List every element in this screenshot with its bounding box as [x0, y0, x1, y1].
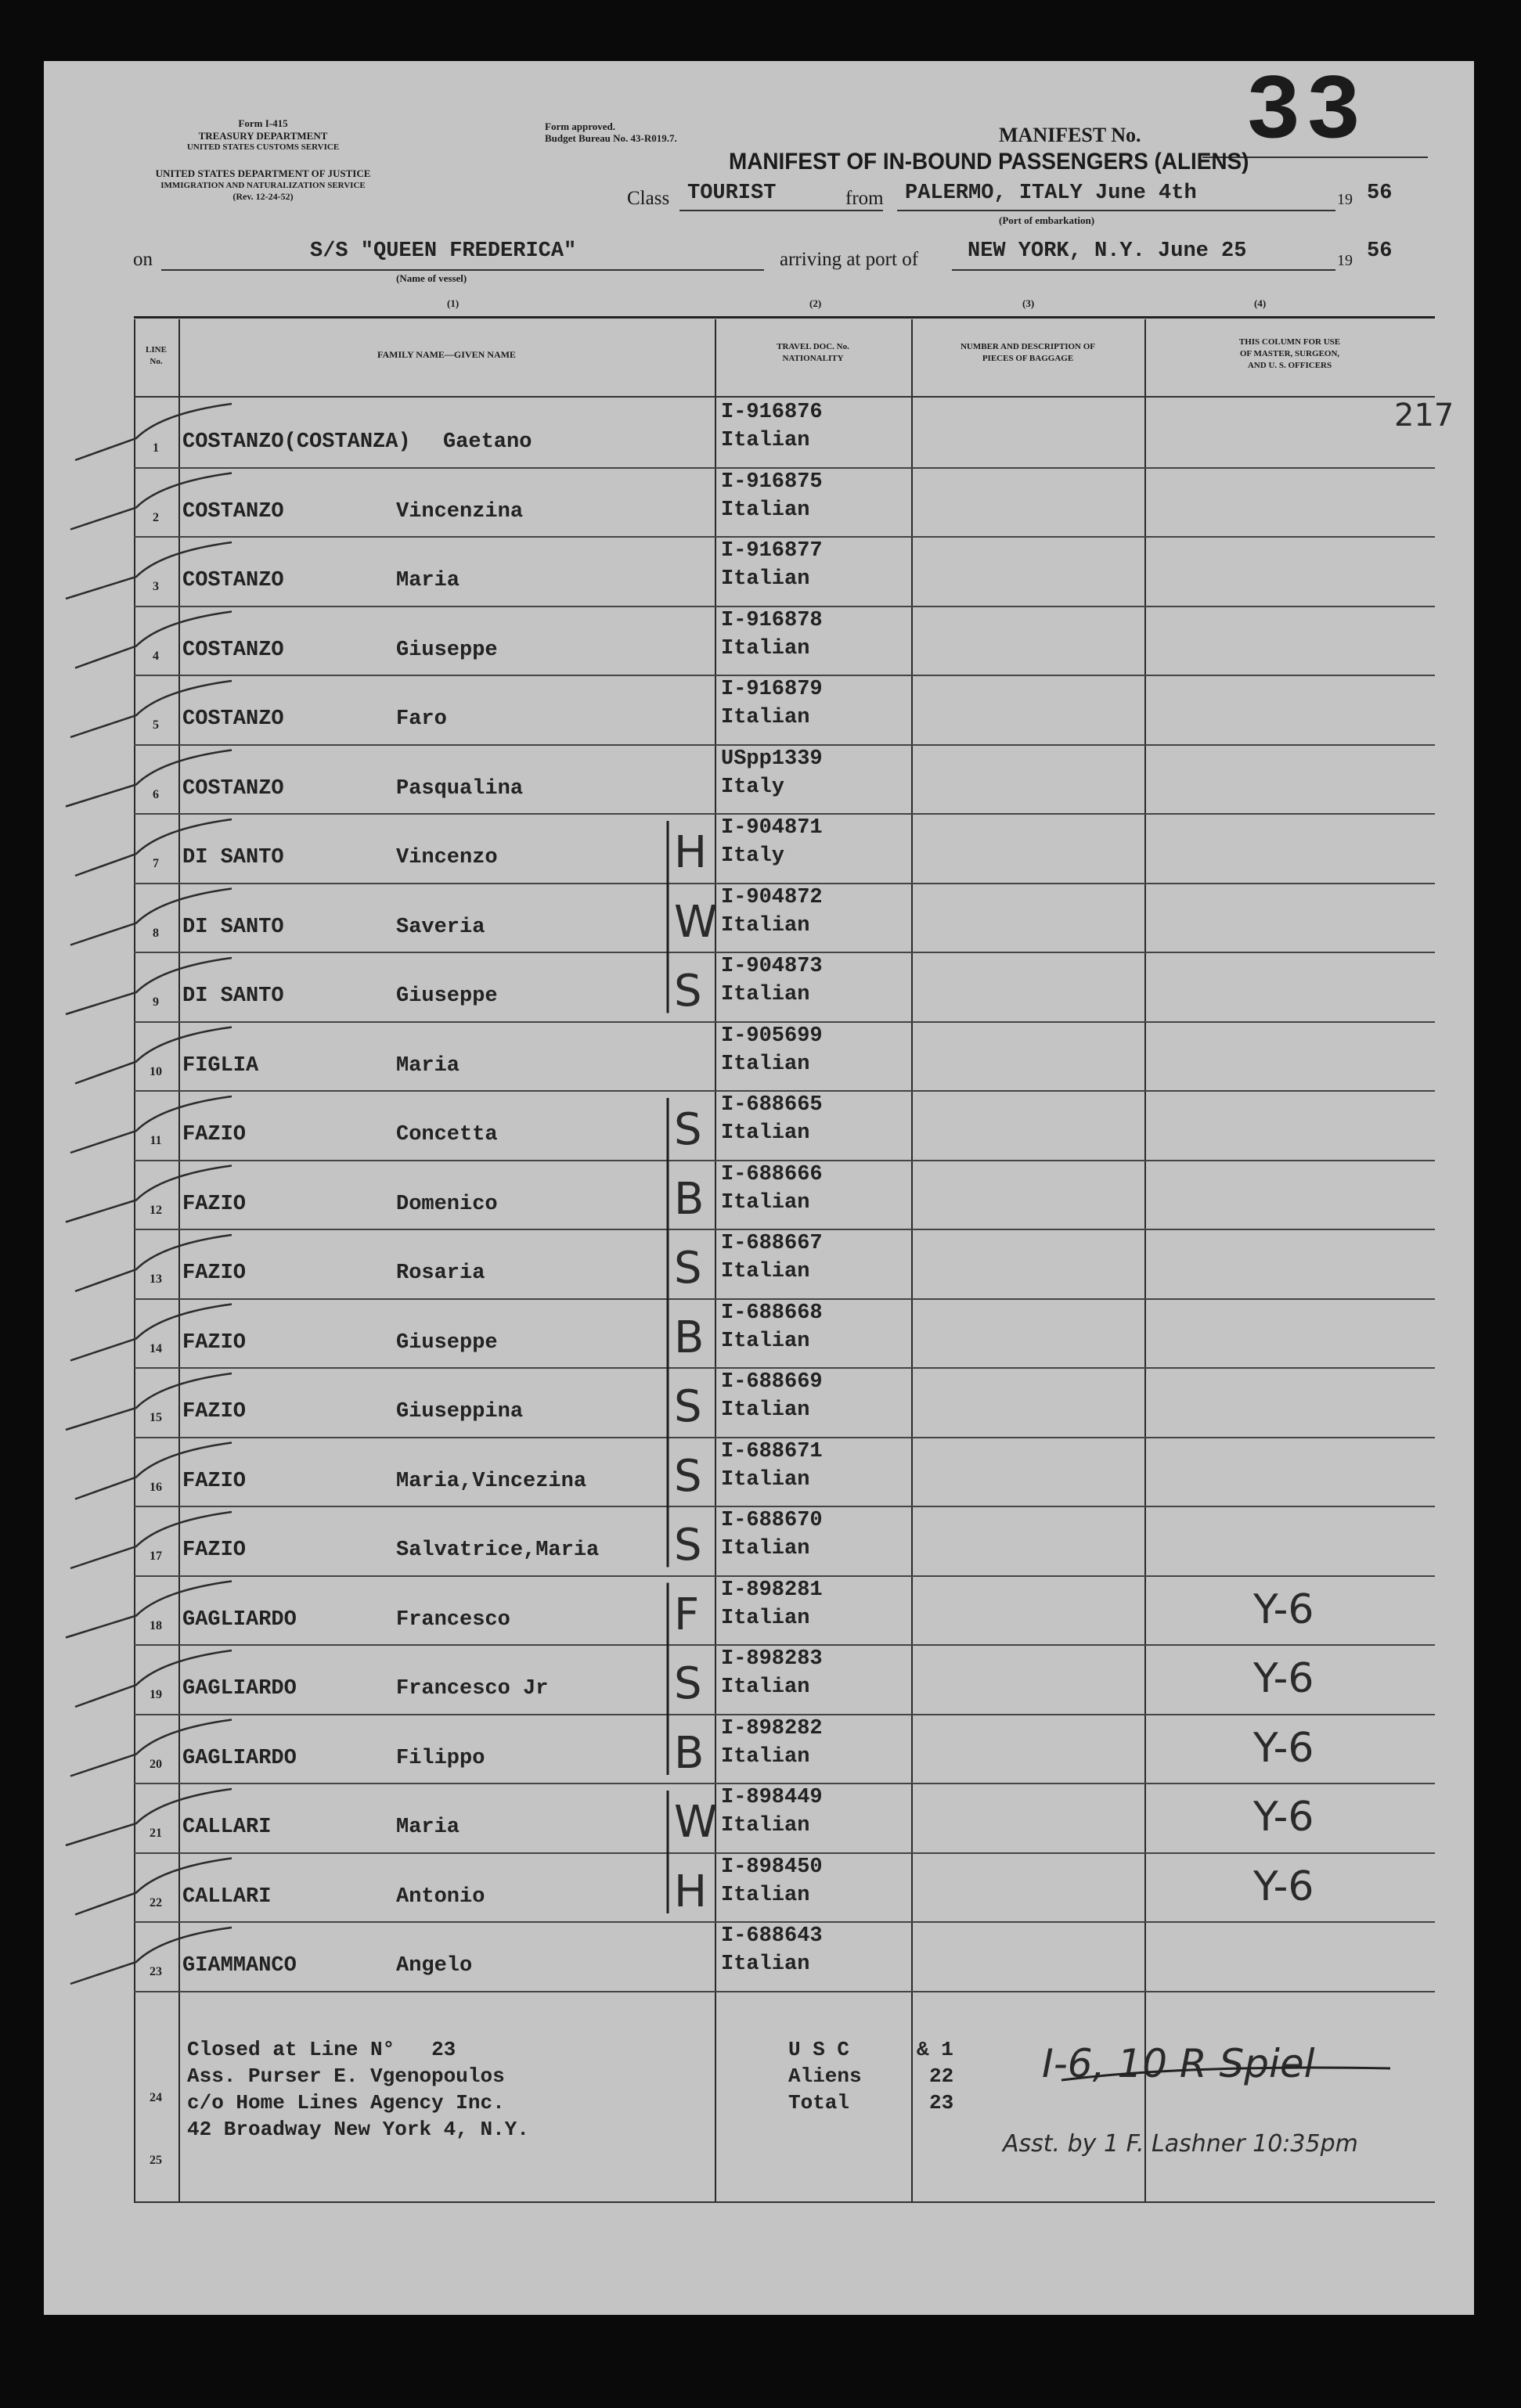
col-officers: [1144, 337, 1435, 372]
manifest-title: MANIFEST OF IN-BOUND PASSENGERS (ALIENS): [729, 149, 1249, 175]
col-baggage: [911, 341, 1144, 365]
passenger-row: [134, 1298, 1435, 1370]
agency-treasury: TREASURY DEPARTMENT: [198, 130, 328, 142]
family-name: CALLARI: [182, 1816, 272, 1839]
given-name: Maria: [396, 1816, 460, 1839]
officer-note-handwritten: 217: [1394, 398, 1454, 434]
col-officers-label-2: OF MASTER, SURGEON,: [1239, 349, 1340, 358]
nationality: Italian: [721, 913, 810, 938]
relationship-mark-handwritten: W: [674, 896, 718, 948]
nationality: Italian: [721, 983, 810, 1006]
on-label: on: [133, 249, 153, 270]
given-name: Maria: [396, 569, 460, 592]
line-number: 12: [150, 1203, 162, 1217]
given-name: Concetta: [396, 1123, 498, 1146]
given-name: Filippo: [396, 1746, 485, 1770]
line-number: 15: [150, 1411, 162, 1424]
travel-doc-number: I-898281: [721, 1578, 823, 1602]
nationality: Italian: [721, 1537, 810, 1560]
relationship-mark-handwritten: H: [674, 1866, 708, 1917]
travel-doc-number: I-688669: [721, 1370, 823, 1394]
year-suffix-1: 56: [1367, 182, 1393, 205]
family-name: CALLARI: [182, 1884, 272, 1909]
passenger-row: [134, 744, 1435, 815]
given-name: Antonio: [396, 1884, 485, 1909]
officer-note-handwritten: Y-6: [1253, 1724, 1314, 1772]
officer-note-handwritten: Y-6: [1253, 1863, 1314, 1910]
nationality: Italian: [721, 1052, 810, 1076]
nationality: Italian: [721, 567, 810, 591]
year-prefix-2: 19: [1337, 252, 1353, 269]
passenger-row: [134, 606, 1435, 677]
passenger-row: [134, 813, 1435, 884]
nationality: Italian: [721, 1398, 810, 1422]
col-num-2: (2): [809, 297, 822, 309]
line-number: 7: [153, 857, 159, 870]
family-name: FAZIO: [182, 1192, 247, 1216]
col-name: FAMILY NAME—GIVEN NAME: [377, 349, 516, 360]
officer-note-handwritten: Y-6: [1253, 1794, 1314, 1841]
agency-address: 42 Broadway New York 4, N.Y.: [187, 2118, 529, 2141]
officer-note-handwritten: Y-6: [1253, 1586, 1314, 1633]
line-number: 22: [150, 1895, 162, 1909]
line-number: 8: [153, 926, 159, 940]
total-label: Total: [788, 2091, 850, 2115]
travel-doc-number: I-688667: [721, 1232, 823, 1255]
footer-block: [134, 2033, 1435, 2203]
relationship-mark-handwritten: H: [674, 827, 708, 878]
passenger-row: [134, 398, 1454, 469]
travel-doc-number: I-916879: [721, 678, 823, 701]
given-name: Faro: [396, 707, 447, 731]
line-number: 1: [153, 441, 159, 455]
travel-doc-number: I-916875: [721, 470, 823, 494]
relationship-mark-handwritten: S: [674, 1104, 702, 1155]
line-number: 23: [150, 1965, 162, 1978]
usc-label: U S C: [788, 2038, 850, 2061]
passenger-row: [134, 1852, 1435, 1924]
from-value: PALERMO, ITALY June 4th: [905, 182, 1197, 205]
nationality: Italian: [721, 706, 810, 729]
passenger-row: [134, 883, 1435, 954]
passenger-row: [134, 1090, 1435, 1161]
passenger-row: [134, 1367, 1435, 1438]
relationship-mark-handwritten: S: [674, 1658, 702, 1709]
family-name: DI SANTO: [182, 915, 284, 939]
family-name: COSTANZO: [182, 569, 284, 592]
given-name: Pasqualina: [396, 776, 524, 801]
relationship-mark-handwritten: F: [674, 1589, 700, 1640]
passenger-row: [134, 1644, 1435, 1715]
nationality: Italian: [721, 429, 810, 452]
col-baggage-label-2: PIECES OF BAGGAGE: [982, 354, 1074, 363]
family-name: DI SANTO: [182, 984, 284, 1008]
family-name: GAGLIARDO: [182, 1746, 297, 1770]
nationality: Italy: [721, 844, 785, 868]
closed-value: 23: [431, 2038, 456, 2061]
nationality: Italian: [721, 1606, 810, 1630]
relationship-mark-handwritten: S: [674, 1381, 702, 1432]
given-name: Giuseppe: [396, 984, 498, 1008]
given-name: Maria,Vincezina: [396, 1469, 587, 1493]
travel-doc-number: I-916876: [721, 401, 823, 424]
form-approved: Form approved.: [545, 121, 616, 132]
passenger-row: [134, 1921, 1435, 1992]
travel-doc-number: I-904871: [721, 816, 823, 840]
col-baggage-label: NUMBER AND DESCRIPTION OF: [960, 342, 1096, 351]
travel-doc-number: I-688666: [721, 1162, 823, 1186]
nationality: Italian: [721, 1260, 810, 1283]
revision: (Rev. 12-24-52): [232, 191, 294, 202]
budget-bureau: Budget Bureau No. 43-R019.7.: [545, 132, 677, 144]
travel-doc-number: I-898282: [721, 1716, 823, 1740]
relationship-mark-handwritten: S: [674, 1520, 702, 1571]
manifest-number: 33: [1245, 61, 1366, 165]
nationality: Italian: [721, 1467, 810, 1492]
relationship-mark-handwritten: S: [674, 966, 702, 1017]
table-top-rule: [134, 316, 1435, 319]
manifest-page: [44, 61, 1474, 2315]
family-name: DI SANTO: [182, 846, 284, 869]
passenger-row: [134, 1437, 1435, 1508]
manifest-label: MANIFEST No.: [999, 124, 1141, 146]
travel-doc-number: I-688671: [721, 1439, 823, 1463]
line-number: 25: [150, 2154, 162, 2167]
given-name: Vincenzina: [396, 499, 524, 524]
given-name: Giuseppe: [396, 638, 498, 662]
class-label: Class: [627, 188, 670, 209]
family-name: GIAMMANCO: [182, 1954, 297, 1978]
passenger-row: [134, 952, 1435, 1023]
aliens-label: Aliens: [788, 2064, 862, 2088]
family-name: FAZIO: [182, 1469, 247, 1493]
line-number: 2: [153, 510, 159, 524]
given-name: Maria: [396, 1053, 460, 1078]
passenger-row: [134, 1160, 1435, 1231]
travel-doc-number: I-898450: [721, 1855, 823, 1879]
family-name: COSTANZO: [182, 707, 284, 731]
line-number: 17: [150, 1550, 162, 1563]
closed-label: Closed at Line N°: [187, 2038, 395, 2061]
total-value: 23: [929, 2091, 954, 2115]
travel-doc-number: I-898449: [721, 1786, 823, 1809]
line-number: 19: [150, 1688, 162, 1701]
passenger-row: [134, 1021, 1435, 1092]
passenger-row: [134, 675, 1435, 746]
line-number: 9: [153, 995, 159, 1009]
travel-doc-number: I-688670: [721, 1509, 823, 1532]
usc-value: & 1: [917, 2038, 953, 2061]
nationality: Italian: [721, 1121, 810, 1145]
nationality: Italian: [721, 1883, 810, 1907]
family-name: FAZIO: [182, 1330, 247, 1355]
travel-doc-number: I-916878: [721, 608, 823, 632]
relationship-mark-handwritten: B: [674, 1173, 705, 1225]
line-number: 24: [150, 2091, 162, 2104]
given-name: Domenico: [396, 1192, 498, 1216]
col-line-no-label: LINE: [146, 345, 167, 355]
col-officers-label-3: AND U. S. OFFICERS: [1247, 361, 1332, 370]
family-name: COSTANZO(COSTANZA): [182, 430, 411, 454]
family-name: FAZIO: [182, 1539, 247, 1562]
aliens-value: 22: [929, 2064, 954, 2088]
travel-doc-number: I-898283: [721, 1647, 823, 1671]
line-number: 14: [150, 1341, 162, 1355]
vessel-rule: [161, 269, 764, 271]
arriving-label: arriving at port of: [780, 249, 919, 270]
family-name: COSTANZO: [182, 776, 284, 801]
passenger-row: [134, 467, 1435, 538]
travel-doc-number: I-904872: [721, 885, 823, 909]
relationship-mark-handwritten: B: [674, 1727, 705, 1779]
passenger-row: [134, 1575, 1435, 1647]
nationality: Italian: [721, 1814, 810, 1837]
purser-name: Ass. Purser E. Vgenopoulos: [187, 2064, 505, 2088]
family-name: FAZIO: [182, 1262, 247, 1285]
officer-note-handwritten: I-6, 10 R Spiel: [1042, 2041, 1315, 2086]
travel-doc-number: I-688668: [721, 1301, 823, 1325]
relationship-mark-handwritten: B: [674, 1312, 705, 1363]
travel-doc-number: I-688643: [721, 1924, 823, 1948]
given-name: Saveria: [396, 915, 485, 939]
line-number: 6: [153, 787, 159, 801]
given-name: Salvatrice,Maria: [396, 1539, 600, 1562]
given-name: Rosaria: [396, 1262, 485, 1285]
col-travel-doc: [715, 341, 911, 365]
relationship-mark-handwritten: S: [674, 1450, 702, 1502]
family-name: COSTANZO: [182, 499, 284, 524]
col-line-no-label-2: No.: [150, 357, 163, 366]
embarkation-caption: (Port of embarkation): [999, 214, 1095, 226]
vessel-caption: (Name of vessel): [396, 272, 467, 284]
given-name: Angelo: [396, 1954, 473, 1978]
given-name: Giuseppina: [396, 1400, 524, 1424]
passenger-row: [134, 536, 1435, 607]
travel-doc-number: I-688665: [721, 1093, 823, 1117]
col-travel-doc-label: TRAVEL DOC. No.: [777, 342, 849, 351]
given-name: Giuseppe: [396, 1330, 498, 1355]
line-number: 18: [150, 1618, 162, 1632]
travel-doc-number: USpp1339: [721, 747, 823, 771]
agency-justice: UNITED STATES DEPARTMENT OF JUSTICE: [155, 167, 371, 179]
nationality: Italian: [721, 636, 810, 660]
line-number: 16: [150, 1480, 162, 1494]
line-number: 21: [150, 1827, 162, 1840]
officer-note-handwritten: Y-6: [1253, 1655, 1314, 1702]
family-name: COSTANZO: [182, 638, 284, 662]
arriving-value: NEW YORK, N.Y. June 25: [968, 239, 1247, 263]
year-prefix-1: 19: [1337, 191, 1353, 208]
given-name: Vincenzo: [396, 846, 498, 869]
from-label: from: [845, 188, 884, 209]
given-name: Francesco: [396, 1607, 510, 1632]
travel-doc-number: I-905699: [721, 1024, 823, 1048]
col-nationality-label: NATIONALITY: [782, 354, 844, 363]
travel-doc-number: I-916877: [721, 539, 823, 563]
passenger-row: [134, 1506, 1435, 1577]
class-rule: [679, 210, 883, 211]
passenger-row: [134, 1714, 1435, 1785]
nationality: Italian: [721, 1953, 810, 1976]
family-name: FAZIO: [182, 1400, 247, 1424]
family-name: GAGLIARDO: [182, 1677, 297, 1701]
line-number: 20: [150, 1757, 162, 1771]
nationality: Italian: [721, 1190, 810, 1215]
col-num-3: (3): [1022, 297, 1035, 309]
given-name: Gaetano: [443, 430, 532, 454]
col-num-1: (1): [447, 297, 460, 309]
year-suffix-2: 56: [1367, 239, 1393, 263]
line-number: 11: [150, 1134, 162, 1147]
officer-signature-handwritten: Asst. by 1 F. Lashner 10:35pm: [1003, 2130, 1358, 2158]
relationship-mark-handwritten: S: [674, 1243, 702, 1294]
nationality: Italian: [721, 498, 810, 522]
line-number: 3: [153, 580, 159, 593]
agency-customs: UNITED STATES CUSTOMS SERVICE: [186, 142, 340, 152]
passenger-row: [134, 1229, 1435, 1300]
class-value: TOURIST: [687, 182, 777, 205]
agency-ins: IMMIGRATION AND NATURALIZATION SERVICE: [160, 181, 366, 190]
line-number: 10: [150, 1064, 162, 1078]
form-number: Form I-415: [238, 117, 288, 129]
nationality: Italian: [721, 1676, 810, 1699]
col-officers-label: THIS COLUMN FOR USE: [1238, 337, 1341, 347]
relationship-mark-handwritten: W: [674, 1797, 718, 1848]
family-name: FAZIO: [182, 1123, 247, 1146]
nationality: Italy: [721, 775, 785, 799]
passenger-row: [134, 1783, 1435, 1854]
given-name: Francesco Jr: [396, 1677, 549, 1701]
line-number: 4: [153, 649, 159, 663]
line-number: 13: [150, 1272, 162, 1286]
travel-doc-number: I-904873: [721, 955, 823, 978]
nationality: Italian: [721, 1329, 810, 1353]
col-line-no: [134, 344, 178, 368]
from-rule: [897, 210, 1335, 211]
col-num-4: (4): [1254, 297, 1267, 309]
line-number: 5: [153, 718, 159, 732]
agency-name: c/o Home Lines Agency Inc.: [187, 2091, 505, 2115]
arriving-rule: [952, 269, 1335, 271]
family-name: FIGLIA: [182, 1053, 259, 1078]
family-name: GAGLIARDO: [182, 1607, 297, 1632]
nationality: Italian: [721, 1744, 810, 1769]
closed-at-line: [187, 2038, 456, 2061]
vessel-name: S/S "QUEEN FREDERICA": [310, 239, 577, 263]
